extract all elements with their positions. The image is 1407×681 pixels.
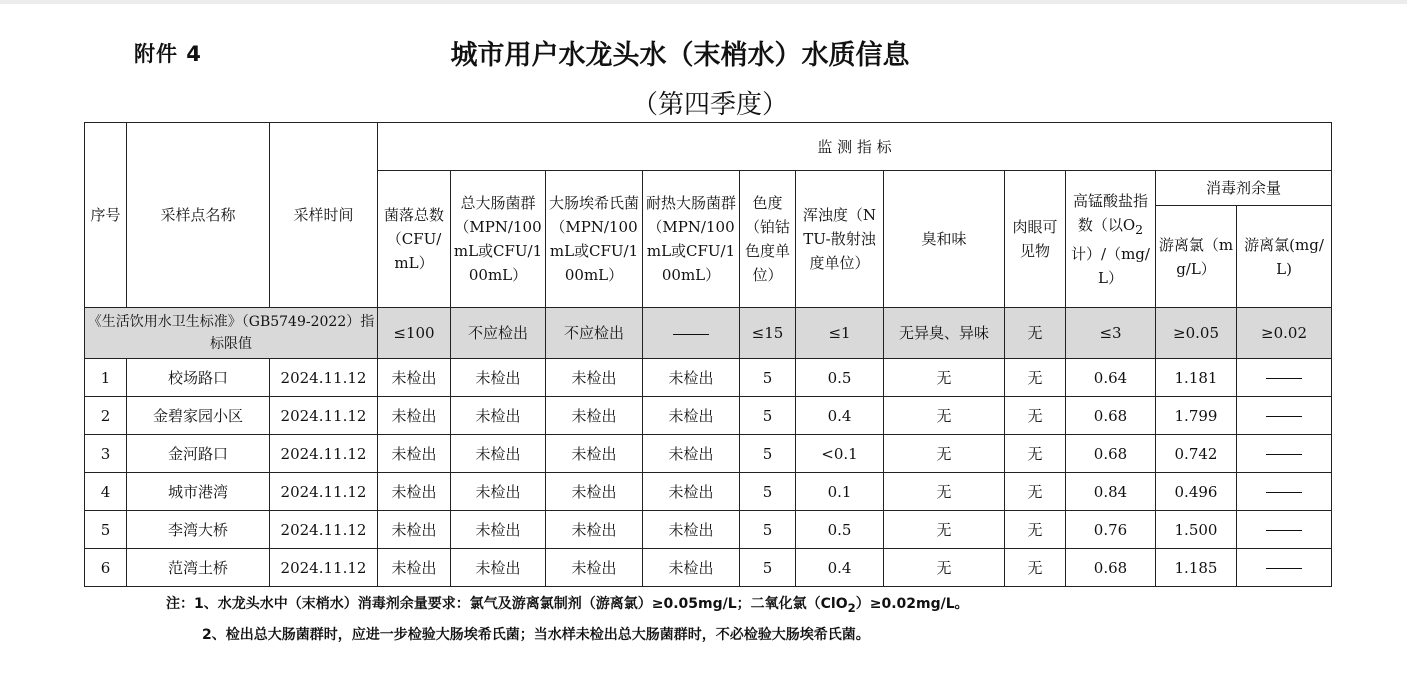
cell-visible: 无 [1005, 435, 1066, 473]
header-colony: 菌落总数（CFU/mL） [378, 171, 451, 308]
cell-turbidity: 0.5 [796, 359, 884, 397]
cell-seq: 1 [85, 359, 127, 397]
cell-color: 5 [740, 473, 796, 511]
header-seq: 序号 [85, 123, 127, 308]
standard-thermo-coliform [643, 308, 740, 359]
cell-odor: 无 [884, 549, 1005, 587]
cell-odor: 无 [884, 511, 1005, 549]
attachment-label: 附件 4 [134, 42, 202, 66]
cell-enterococcus: 未检出 [546, 397, 643, 435]
cell-chlorine-1: 0.496 [1156, 473, 1237, 511]
header-color: 色度（铂钴色度单位） [740, 171, 796, 308]
cell-colony: 未检出 [378, 511, 451, 549]
cell-total-coliform: 未检出 [451, 473, 546, 511]
cell-colony: 未检出 [378, 473, 451, 511]
cell-enterococcus: 未检出 [546, 435, 643, 473]
note-2: 2、检出总大肠菌群时，应进一步检验大肠埃希氏菌；当水样未检出总大肠菌群时，不必检验大肠埃希氏菌。 [202, 626, 870, 643]
standard-color: ≤15 [740, 308, 796, 359]
top-border [0, 0, 1407, 4]
cell-chlorine-1: 1.799 [1156, 397, 1237, 435]
cell-chlorine-2 [1237, 435, 1332, 473]
note-1 [166, 591, 969, 622]
header-site: 采样点名称 [127, 123, 270, 308]
cell-permanganate: 0.68 [1066, 435, 1156, 473]
cell-colony: 未检出 [378, 549, 451, 587]
cell-thermo-coliform: 未检出 [643, 511, 740, 549]
cell-enterococcus: 未检出 [546, 359, 643, 397]
standard-name: 《生活饮用水卫生标准》（GB5749-2022）指标限值 [85, 308, 378, 359]
cell-seq: 6 [85, 549, 127, 587]
cell-turbidity: <0.1 [796, 435, 884, 473]
cell-chlorine-1: 1.185 [1156, 549, 1237, 587]
table-row [85, 435, 1332, 473]
header-odor: 臭和味 [884, 171, 1005, 308]
water-quality-table [84, 122, 1332, 587]
cell-visible: 无 [1005, 511, 1066, 549]
standard-permanganate: ≤3 [1066, 308, 1156, 359]
cell-thermo-coliform: 未检出 [643, 435, 740, 473]
cell-time: 2024.11.12 [270, 359, 378, 397]
standard-enterococcus: 不应检出 [546, 308, 643, 359]
cell-color: 5 [740, 511, 796, 549]
cell-site: 城市港湾 [127, 473, 270, 511]
cell-chlorine-1: 0.742 [1156, 435, 1237, 473]
cell-turbidity: 0.4 [796, 549, 884, 587]
note-1-pre: 注：1、水龙头水中（末梢水）消毒剂余量要求：氯气及游离氯制剂（游离氯）≥0.05mg/L；二氧化氯（ClO [166, 596, 848, 612]
cell-visible: 无 [1005, 397, 1066, 435]
header-permanganate [1066, 171, 1156, 308]
cell-turbidity: 0.5 [796, 511, 884, 549]
cell-total-coliform: 未检出 [451, 397, 546, 435]
cell-seq: 2 [85, 397, 127, 435]
standard-turbidity: ≤1 [796, 308, 884, 359]
header-monitoring: 监 测 指 标 [378, 123, 1332, 171]
data-rows [85, 359, 1332, 587]
page-title: 城市用户水龙头水（末梢水）水质信息 [450, 40, 910, 71]
cell-color: 5 [740, 435, 796, 473]
cell-color: 5 [740, 359, 796, 397]
cell-turbidity: 0.4 [796, 397, 884, 435]
cell-time: 2024.11.12 [270, 549, 378, 587]
cell-site: 李湾大桥 [127, 511, 270, 549]
cell-seq: 5 [85, 511, 127, 549]
cell-enterococcus: 未检出 [546, 473, 643, 511]
cell-time: 2024.11.12 [270, 511, 378, 549]
cell-site: 范湾土桥 [127, 549, 270, 587]
header-free-chlorine-1: 游离氯（mg/L） [1156, 206, 1237, 308]
header-permanganate-pre: 高锰酸盐指数（以O [1072, 191, 1148, 234]
dash-mark [1266, 492, 1302, 493]
standard-chlorine-1: ≥0.05 [1156, 308, 1237, 359]
cell-thermo-coliform: 未检出 [643, 473, 740, 511]
cell-chlorine-1: 1.500 [1156, 511, 1237, 549]
cell-permanganate: 0.76 [1066, 511, 1156, 549]
cell-seq: 4 [85, 473, 127, 511]
cell-total-coliform: 未检出 [451, 549, 546, 587]
cell-colony: 未检出 [378, 435, 451, 473]
header-enterococcus: 大肠埃希氏菌（MPN/100mL或CFU/100mL） [546, 171, 643, 308]
table-row [85, 549, 1332, 587]
cell-chlorine-2 [1237, 359, 1332, 397]
footnotes [166, 591, 969, 649]
cell-thermo-coliform: 未检出 [643, 549, 740, 587]
table-row [85, 511, 1332, 549]
cell-seq: 3 [85, 435, 127, 473]
cell-thermo-coliform: 未检出 [643, 359, 740, 397]
standard-total-coliform: 不应检出 [451, 308, 546, 359]
cell-visible: 无 [1005, 549, 1066, 587]
cell-total-coliform: 未检出 [451, 359, 546, 397]
cell-turbidity: 0.1 [796, 473, 884, 511]
cell-chlorine-2 [1237, 397, 1332, 435]
cell-visible: 无 [1005, 473, 1066, 511]
table-row [85, 359, 1332, 397]
cell-total-coliform: 未检出 [451, 511, 546, 549]
header-time: 采样时间 [270, 123, 378, 308]
cell-site: 金河路口 [127, 435, 270, 473]
cell-chlorine-2 [1237, 473, 1332, 511]
dash-mark [673, 334, 709, 335]
table-row [85, 397, 1332, 435]
cell-enterococcus: 未检出 [546, 511, 643, 549]
cell-colony: 未检出 [378, 397, 451, 435]
page-subtitle: （第四季度） [631, 90, 788, 120]
cell-time: 2024.11.12 [270, 397, 378, 435]
cell-odor: 无 [884, 435, 1005, 473]
standard-colony: ≤100 [378, 308, 451, 359]
cell-odor: 无 [884, 397, 1005, 435]
cell-chlorine-1: 1.181 [1156, 359, 1237, 397]
cell-odor: 无 [884, 359, 1005, 397]
cell-site: 校场路口 [127, 359, 270, 397]
cell-permanganate: 0.84 [1066, 473, 1156, 511]
cell-enterococcus: 未检出 [546, 549, 643, 587]
dash-mark [1266, 416, 1302, 417]
header-row-1 [85, 123, 1332, 171]
standard-visible: 无 [1005, 308, 1066, 359]
dash-mark [1266, 454, 1302, 455]
header-permanganate-sub: 2 [1135, 221, 1144, 237]
header-free-chlorine-2: 游离氯(mg/L) [1237, 206, 1332, 308]
header-turbidity: 浑浊度（NTU-散射浊度单位） [796, 171, 884, 308]
cell-time: 2024.11.12 [270, 473, 378, 511]
header-disinfectant: 消毒剂余量 [1156, 171, 1332, 206]
header-visible: 肉眼可见物 [1005, 171, 1066, 308]
cell-chlorine-2 [1237, 511, 1332, 549]
cell-odor: 无 [884, 473, 1005, 511]
standard-odor: 无异臭、异味 [884, 308, 1005, 359]
dash-mark [1266, 568, 1302, 569]
cell-color: 5 [740, 549, 796, 587]
standard-chlorine-2: ≥0.02 [1237, 308, 1332, 359]
cell-total-coliform: 未检出 [451, 435, 546, 473]
note-1-sub: 2 [847, 600, 856, 615]
header-total-coliform: 总大肠菌群（MPN/100mL或CFU/100mL） [451, 171, 546, 308]
standard-row [85, 308, 1332, 359]
cell-chlorine-2 [1237, 549, 1332, 587]
cell-colony: 未检出 [378, 359, 451, 397]
header-thermo-coliform: 耐热大肠菌群（MPN/100mL或CFU/100mL） [643, 171, 740, 308]
cell-permanganate: 0.68 [1066, 397, 1156, 435]
cell-permanganate: 0.64 [1066, 359, 1156, 397]
table-row [85, 473, 1332, 511]
cell-site: 金碧家园小区 [127, 397, 270, 435]
note-1-post: ）≥0.02mg/L。 [855, 596, 969, 612]
cell-time: 2024.11.12 [270, 435, 378, 473]
cell-visible: 无 [1005, 359, 1066, 397]
cell-permanganate: 0.68 [1066, 549, 1156, 587]
dash-mark [1266, 378, 1302, 379]
cell-thermo-coliform: 未检出 [643, 397, 740, 435]
dash-mark [1266, 530, 1302, 531]
cell-color: 5 [740, 397, 796, 435]
header-permanganate-post: 计）/（mg/L） [1071, 244, 1150, 287]
